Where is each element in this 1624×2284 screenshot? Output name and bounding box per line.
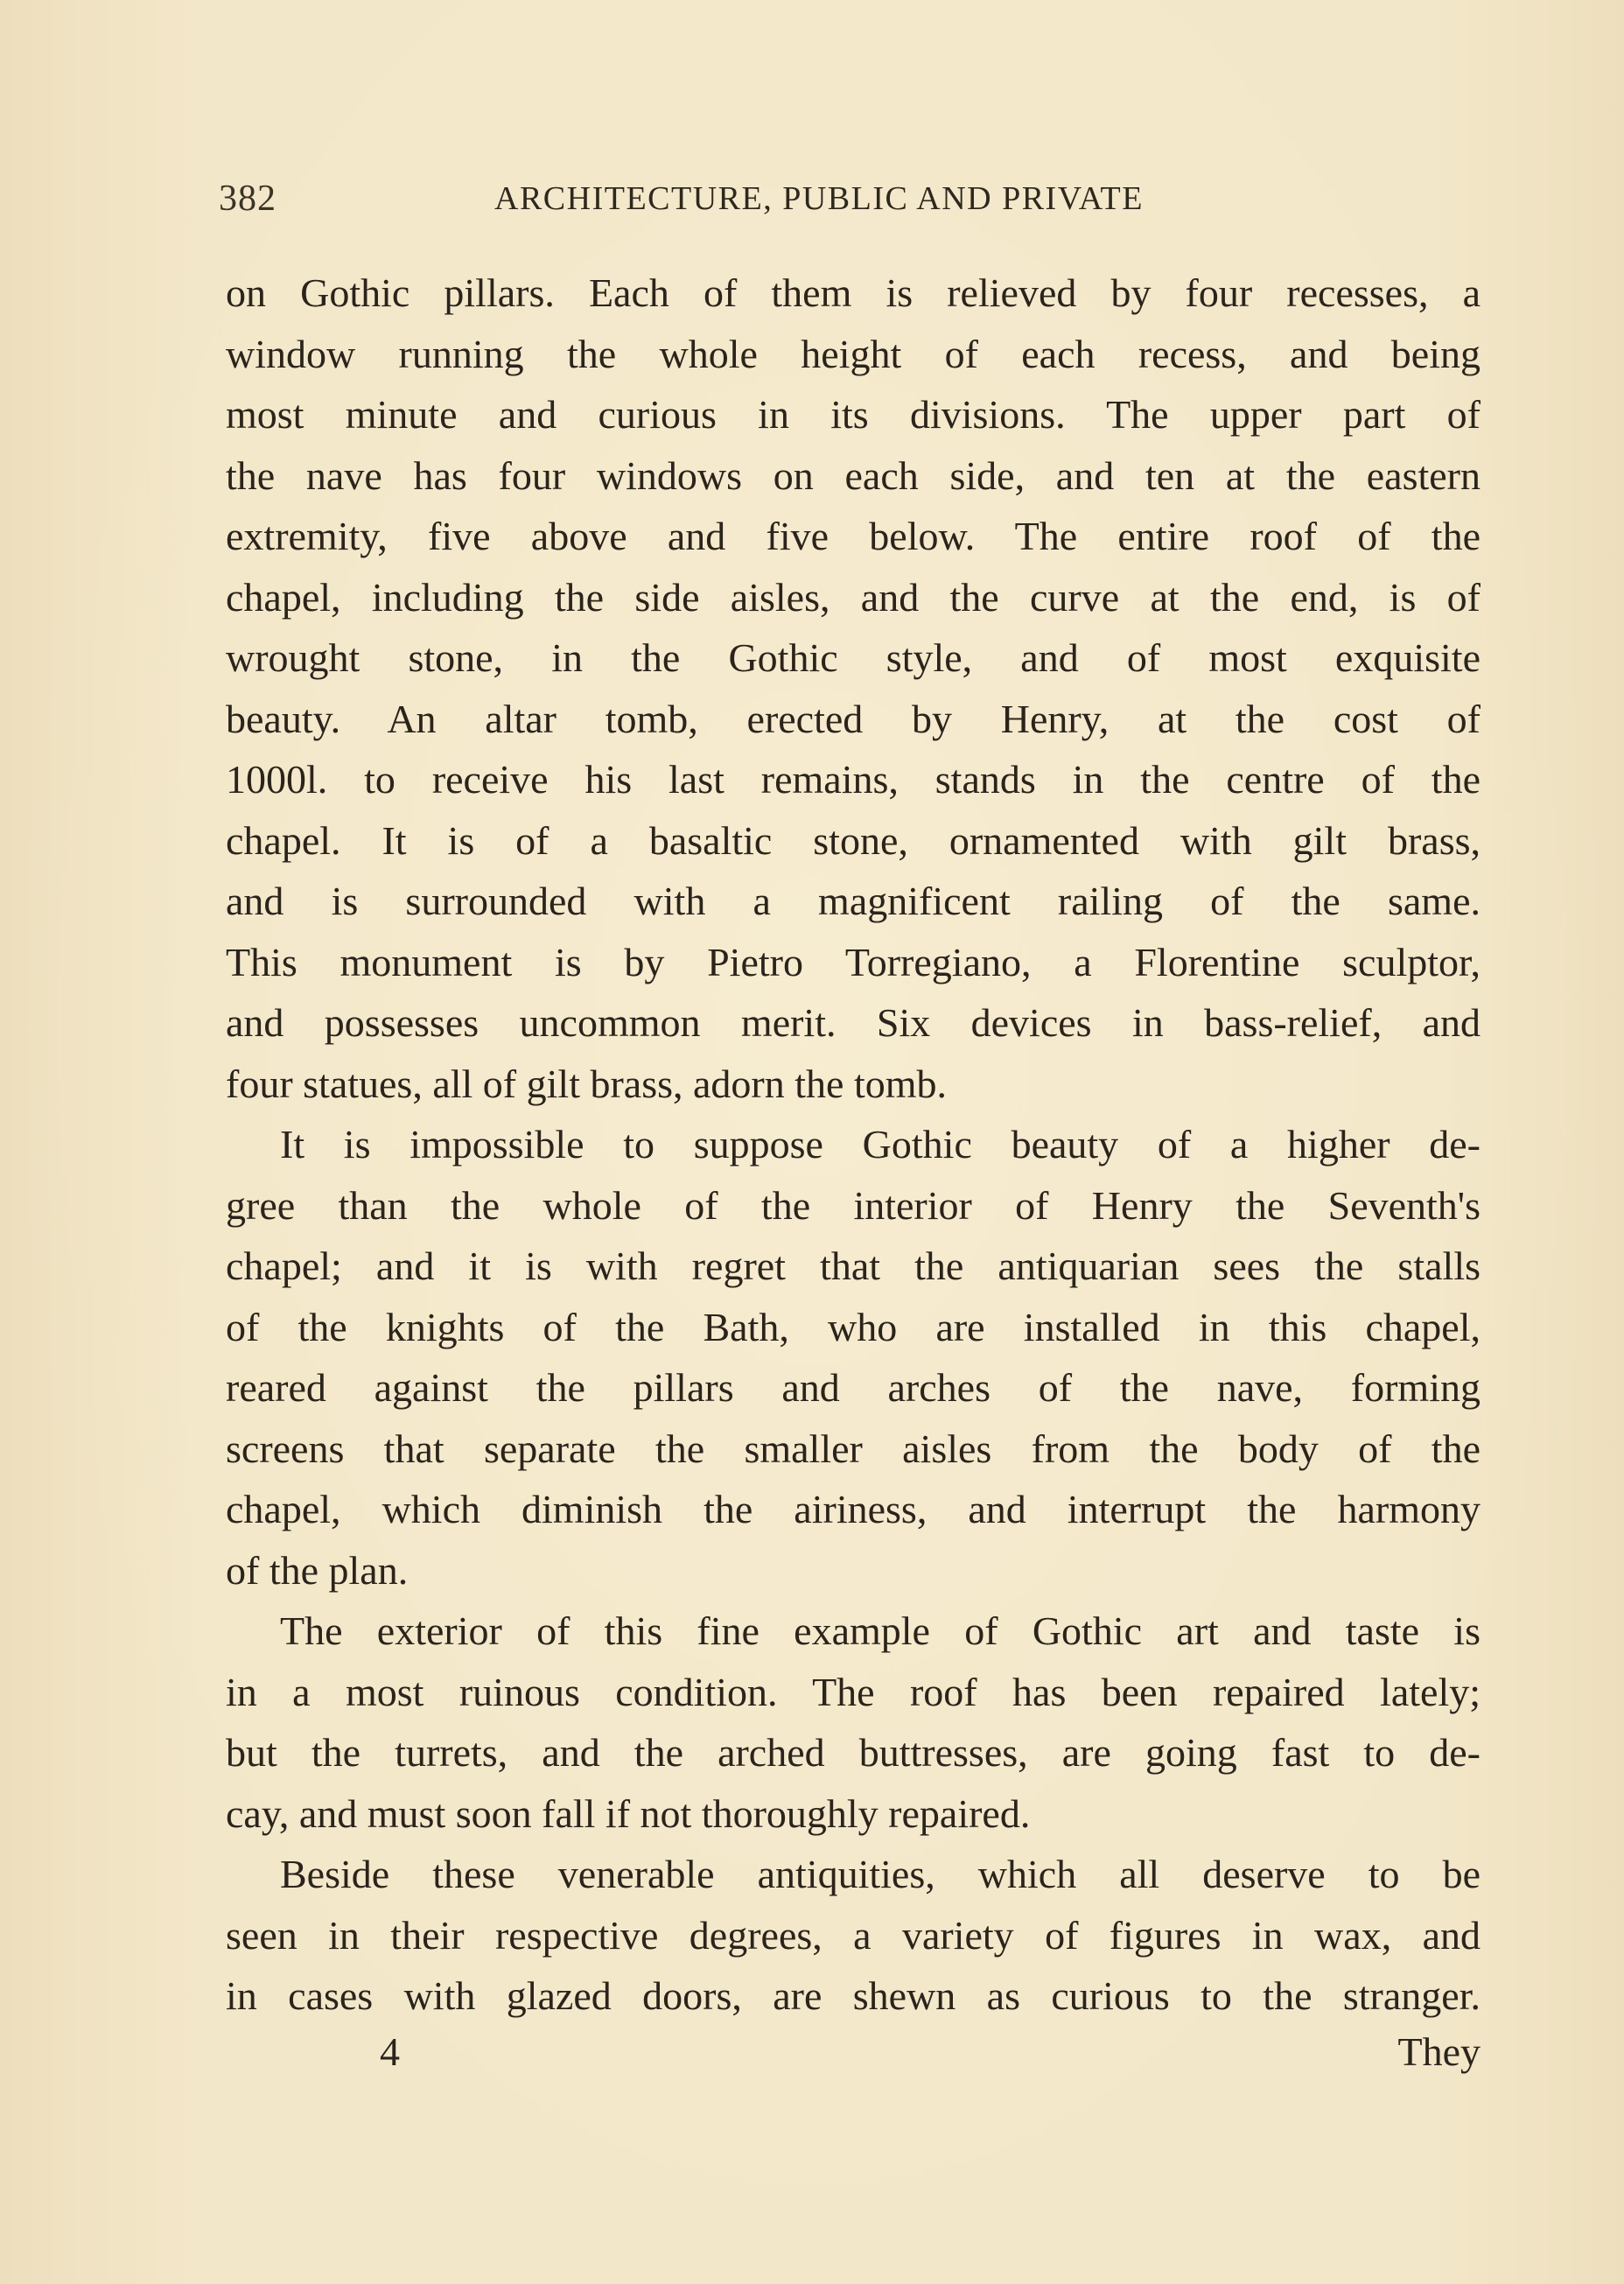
page-number: 382 — [219, 179, 276, 219]
text-line: in a most ruinous condition. The roof has been repaired lately; — [226, 1669, 1480, 1714]
text-line: screens that separate the smaller aisles from the body of the — [226, 1426, 1480, 1471]
text-line: but the turrets, and the arched buttresses, are going fast to de- — [226, 1730, 1480, 1775]
text-line: gree than the whole of the interior of Henry the Seventh's — [226, 1182, 1480, 1228]
signature-mark: 4 — [380, 2029, 400, 2074]
text-line: four statues, all of gilt brass, adorn the tomb. — [226, 1061, 948, 1106]
text-line: chapel; and it is with regret that the antiquarian sees the stalls — [226, 1244, 1480, 1288]
text-line: 1000l. to receive his last remains, stands in the centre of the — [226, 757, 1480, 802]
text-line: the nave has four windows on each side, and ten at the eastern — [226, 452, 1480, 498]
text-line: seen in their respective degrees, a variety of figures in wax, and — [226, 1912, 1480, 1958]
text-line: chapel, including the side aisles, and the curve at the end, is of — [226, 574, 1480, 620]
text-line: of the plan. — [226, 1547, 409, 1593]
text-line: and possesses uncommon merit. Six devices in bass-relief, and — [226, 1000, 1480, 1045]
text-line: window running the whole height of each recess, and being — [226, 331, 1480, 376]
text-line: chapel, which diminish the airiness, and interrupt the harmony — [226, 1487, 1480, 1531]
text-line: cay, and must soon fall if not thoroughly repaired. — [226, 1790, 1031, 1836]
running-head — [219, 178, 1496, 230]
text-line: reared against the pillars and arches of the nave, forming — [226, 1365, 1480, 1410]
page-footer — [226, 2021, 1480, 2083]
text-line: wrought stone, in the Gothic style, and of most exquisite — [226, 635, 1480, 680]
text-line: of the knights of the Bath, who are installed in this chapel, — [226, 1304, 1480, 1349]
catchword: They — [1397, 2029, 1480, 2074]
text-line: in cases with glazed doors, are shewn as curious to the stranger. — [226, 1973, 1480, 2018]
running-title: ARCHITECTURE, PUBLIC AND PRIVATE — [494, 180, 1144, 217]
text-line: beauty. An altar tomb, erected by Henry, at the cost of — [226, 696, 1480, 741]
body-text — [226, 263, 1480, 2027]
text-line: Beside these venerable antiquities, which all deserve to be — [280, 1852, 1480, 1896]
text-line: This monument is by Pietro Torregiano, a Florentine sculptor, — [226, 939, 1480, 984]
text-line: most minute and curious in its divisions. The upper part of — [226, 392, 1480, 437]
text-line: The exterior of this fine example of Gothic art and taste is — [280, 1608, 1480, 1653]
text-line: chapel. It is of a basaltic stone, ornamented with gilt brass, — [226, 817, 1480, 863]
text-line: and is surrounded with a magnificent railing of the same. — [226, 879, 1480, 923]
text-line: extremity, five above and five below. The entire roof of the — [226, 514, 1480, 558]
text-line: It is impossible to suppose Gothic beauty of a higher de- — [280, 1122, 1480, 1167]
text-line: on Gothic pillars. Each of them is relieved by four recesses, a — [226, 270, 1480, 315]
